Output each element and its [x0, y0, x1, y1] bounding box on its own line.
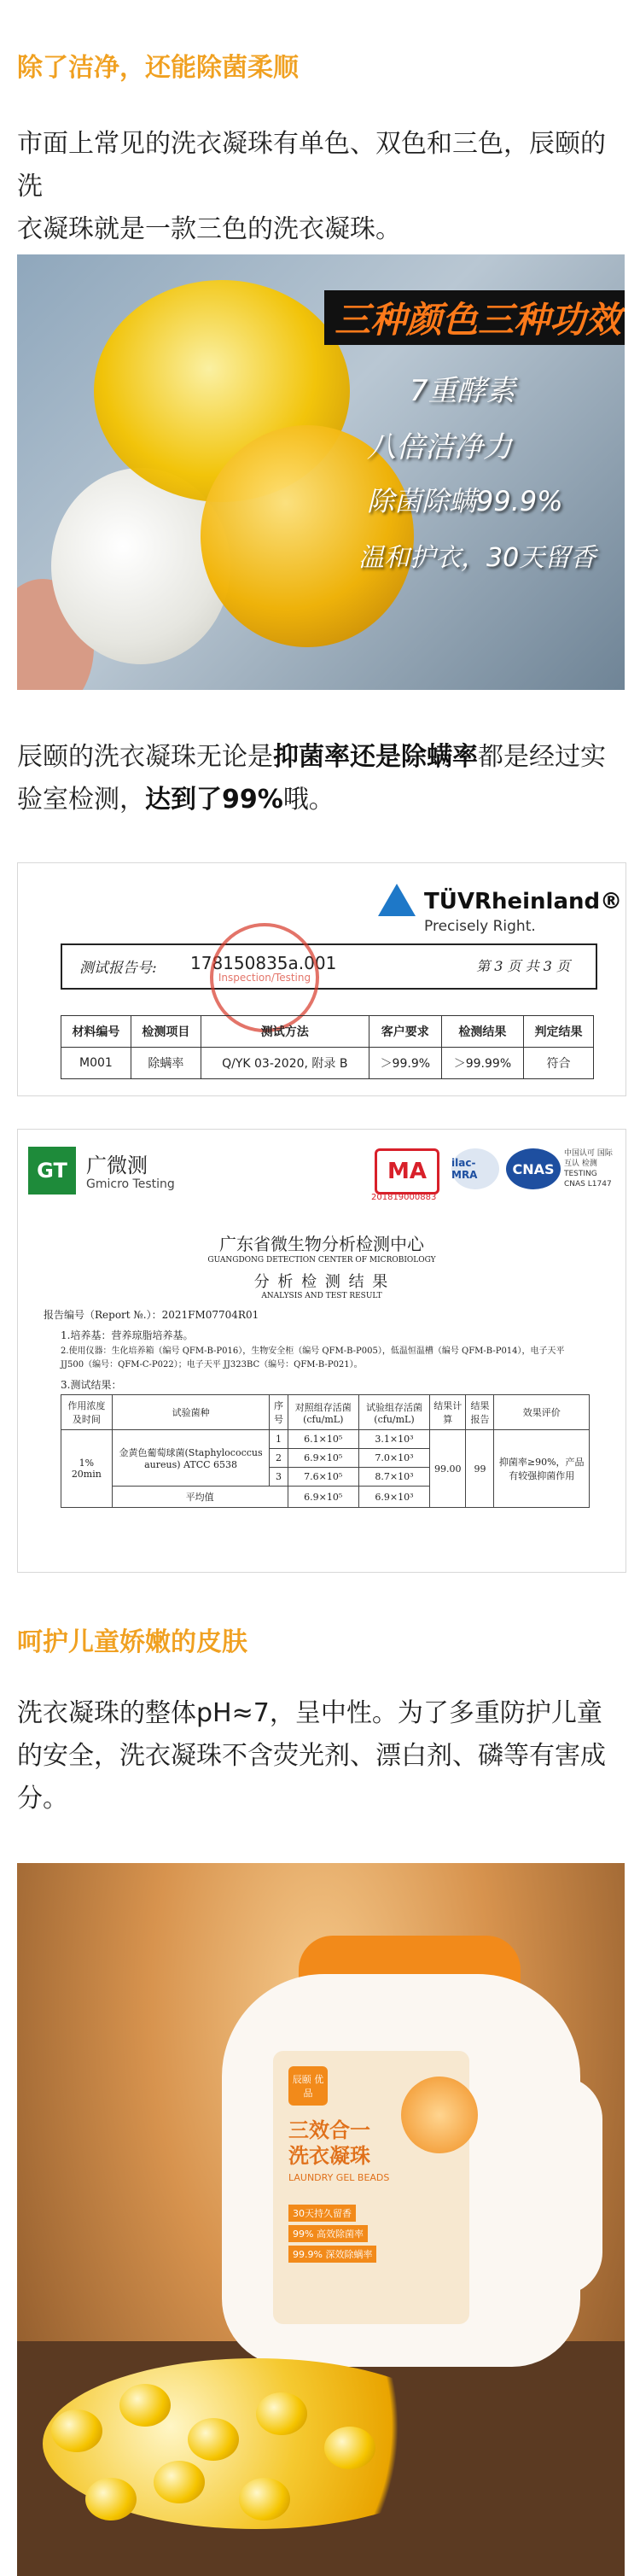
pods-promo-image	[17, 254, 625, 690]
pod	[119, 2384, 171, 2427]
th-evaluation: 效果评价	[494, 1395, 590, 1430]
promo-line-mites: 除菌除螨99.9%	[367, 485, 563, 517]
cnas-cert-icon: CNAS	[506, 1148, 561, 1189]
tuv-tagline: Precisely Right.	[424, 918, 536, 935]
red-seal-stamp: Inspection/Testing	[210, 923, 319, 1032]
result-title-cn: 分 析 检 测 结 果	[253, 1273, 390, 1291]
center-name-en: GUANGDONG DETECTION CENTER OF MICROBIOLOGY	[207, 1256, 436, 1265]
section-heading-clean: 除了洁净，还能除菌柔顺	[17, 53, 299, 83]
gmicro-name-en: Gmicro Testing	[86, 1177, 175, 1191]
tuv-report-box	[61, 943, 597, 990]
ph-line-2: 的安全，洗衣凝珠不含荧光剂、漂白剂、磷等有害成	[17, 1741, 606, 1771]
tuv-report-label: 测试报告号:	[79, 960, 157, 977]
intro-line-1: 市面上常见的洗衣凝珠有单色、双色和三色，辰颐的洗	[17, 129, 606, 202]
cell-control: 6.1×10⁵	[288, 1430, 358, 1449]
gm-report-number: 报告编号（Report №.）：2021FM07704R01	[44, 1309, 259, 1321]
cell-calc: 99.00	[430, 1430, 466, 1508]
table-row	[61, 1430, 590, 1449]
center-name-cn: 广东省微生物分析检测中心	[219, 1234, 424, 1254]
gm-item-results: 3.测试结果：	[61, 1379, 122, 1391]
tuv-page-info: 第 3 页 共 3 页	[476, 958, 570, 974]
cell-seq: 3	[270, 1468, 288, 1487]
th-client-req: 客户要求	[369, 1016, 441, 1048]
result-title-en: ANALYSIS AND TEST RESULT	[261, 1292, 382, 1300]
th-verdict: 判定结果	[524, 1016, 594, 1048]
tuv-logo	[378, 880, 623, 940]
cell-report: 99	[466, 1430, 494, 1508]
tuv-result-table	[61, 1015, 594, 1079]
cell-concentration: 1% 20min	[61, 1430, 113, 1508]
th-test-item: 检测项目	[131, 1016, 201, 1048]
lab-test-line-2: 验室检测，达到了99%哦。	[17, 785, 335, 815]
cell-test: 8.7×10³	[358, 1468, 429, 1487]
intro-line-2: 衣凝珠就是一款三色的洗衣凝珠。	[17, 214, 401, 244]
cell-test-item: 除螨率	[131, 1048, 201, 1079]
cell-control: 6.9×10⁵	[288, 1449, 358, 1468]
th-test: 试验组存活菌(cfu/mL)	[358, 1395, 429, 1430]
ilac-cert-icon: ilac-MRA	[451, 1148, 499, 1189]
cell-control: 7.6×10⁵	[288, 1468, 358, 1487]
table-header-row	[61, 1395, 590, 1430]
intro-paragraph	[17, 123, 625, 251]
ph-line-1: 洗衣凝珠的整体pH≈7，呈中性。为了多重防护儿童	[17, 1698, 602, 1728]
tuv-triangle-icon	[378, 884, 416, 916]
pod	[85, 2478, 137, 2521]
promo-line-clean: 八倍洁净力	[367, 430, 512, 464]
brand-logo-icon: 辰颐 优品	[288, 2066, 328, 2106]
th-result: 检测结果	[441, 1016, 523, 1048]
cell-avg-control: 6.9×10⁵	[288, 1487, 358, 1508]
product-bottle-image	[17, 1863, 625, 2576]
cma-number: 201819000883	[371, 1193, 437, 1202]
gmicro-test-report	[17, 1129, 626, 1573]
pod	[188, 2418, 239, 2461]
product-title-en: LAUNDRY GEL BEADS	[288, 2172, 390, 2183]
lab-test-line-1: 辰颐的洗衣凝珠无论是抑菌率还是除螨率都是经过实	[17, 742, 606, 772]
cell-verdict: 符合	[524, 1048, 594, 1079]
lab-test-paragraph	[17, 736, 625, 821]
pod	[324, 2427, 375, 2469]
orange-slice-graphic	[401, 2077, 478, 2153]
tuv-test-report	[17, 862, 626, 1096]
claim-fragrance: 30天持久留香	[288, 2205, 356, 2222]
ph-line-3: 分。	[17, 1784, 68, 1814]
product-title-line-1: 三效合一	[288, 2118, 370, 2142]
cell-test: 3.1×10³	[358, 1430, 429, 1449]
cell-avg-label: 平均值	[112, 1487, 288, 1508]
gm-item-medium: 1.培养基：营养琼脂培养基。	[61, 1329, 194, 1341]
cell-seq: 2	[270, 1449, 288, 1468]
cell-organism: 金黄色葡萄球菌(Staphylococcus aureus) ATCC 6538	[112, 1430, 270, 1487]
gm-result-table	[61, 1394, 590, 1508]
cell-material-no: M001	[61, 1048, 131, 1079]
cell-avg-test: 6.9×10³	[358, 1487, 429, 1508]
ph-paragraph	[17, 1692, 625, 1820]
th-material-no: 材料编号	[61, 1016, 131, 1048]
th-report: 结果报告	[466, 1395, 494, 1430]
table-header-row	[61, 1016, 594, 1048]
cell-test-method: Q/YK 03-2020, 附录 B	[201, 1048, 369, 1079]
gmicro-name-cn: 广微测	[86, 1154, 148, 1177]
cell-result: ＞99.99%	[441, 1048, 523, 1079]
tuv-brand: TÜVRheinland®	[424, 889, 623, 914]
pod	[239, 2478, 290, 2521]
pod	[154, 2461, 205, 2503]
cell-client-req: ＞99.9%	[369, 1048, 441, 1079]
promo-line-enzyme: 7重酵素	[410, 374, 515, 408]
claim-mites: 99.9% 深效除螨率	[288, 2246, 376, 2263]
promo-line-fragrance: 温和护衣，30天留香	[358, 543, 596, 573]
table-row	[61, 1048, 594, 1079]
cell-test: 7.0×10³	[358, 1449, 429, 1468]
gmicro-logo-icon: GT	[28, 1147, 76, 1195]
section-heading-skin: 呵护儿童娇嫩的皮肤	[17, 1627, 247, 1657]
tuv-report-number: 178150835a.001	[190, 953, 337, 973]
th-calc: 结果计算	[430, 1395, 466, 1430]
bottle-handle	[495, 2077, 602, 2295]
th-concentration: 作用浓度及时间	[61, 1395, 113, 1430]
pod	[51, 2410, 102, 2452]
gm-item-instruments: 2.使用仪器：生化培养箱（编号 QFM-B-P016），生物安全柜（编号 QFM-B-P005），低温恒温槽（编号 QFM-B-P014），电子天平 JJ500（编号：QFM-C-P022）；电子天平 JJ323BC（编号：QFM-B-P021）。	[61, 1346, 565, 1370]
product-title-line-2: 洗衣凝珠	[288, 2144, 370, 2168]
th-test-method: 测试方法	[201, 1016, 369, 1048]
th-seq: 序号	[270, 1395, 288, 1430]
cnas-description: 中国认可 国际互认 检测 TESTING CNAS L1747	[564, 1149, 613, 1189]
claim-antibacterial: 99% 高效除菌率	[288, 2225, 368, 2242]
th-organism: 试验菌种	[112, 1395, 270, 1430]
product-title	[288, 2117, 370, 2169]
cell-evaluation: 抑菌率≥90%，产品有较强抑菌作用	[494, 1430, 590, 1508]
pod	[256, 2392, 307, 2435]
promo-title: 三种颜色三种功效	[324, 290, 625, 345]
cell-seq: 1	[270, 1430, 288, 1449]
cma-cert-icon: MA	[375, 1148, 439, 1195]
th-control: 对照组存活菌(cfu/mL)	[288, 1395, 358, 1430]
